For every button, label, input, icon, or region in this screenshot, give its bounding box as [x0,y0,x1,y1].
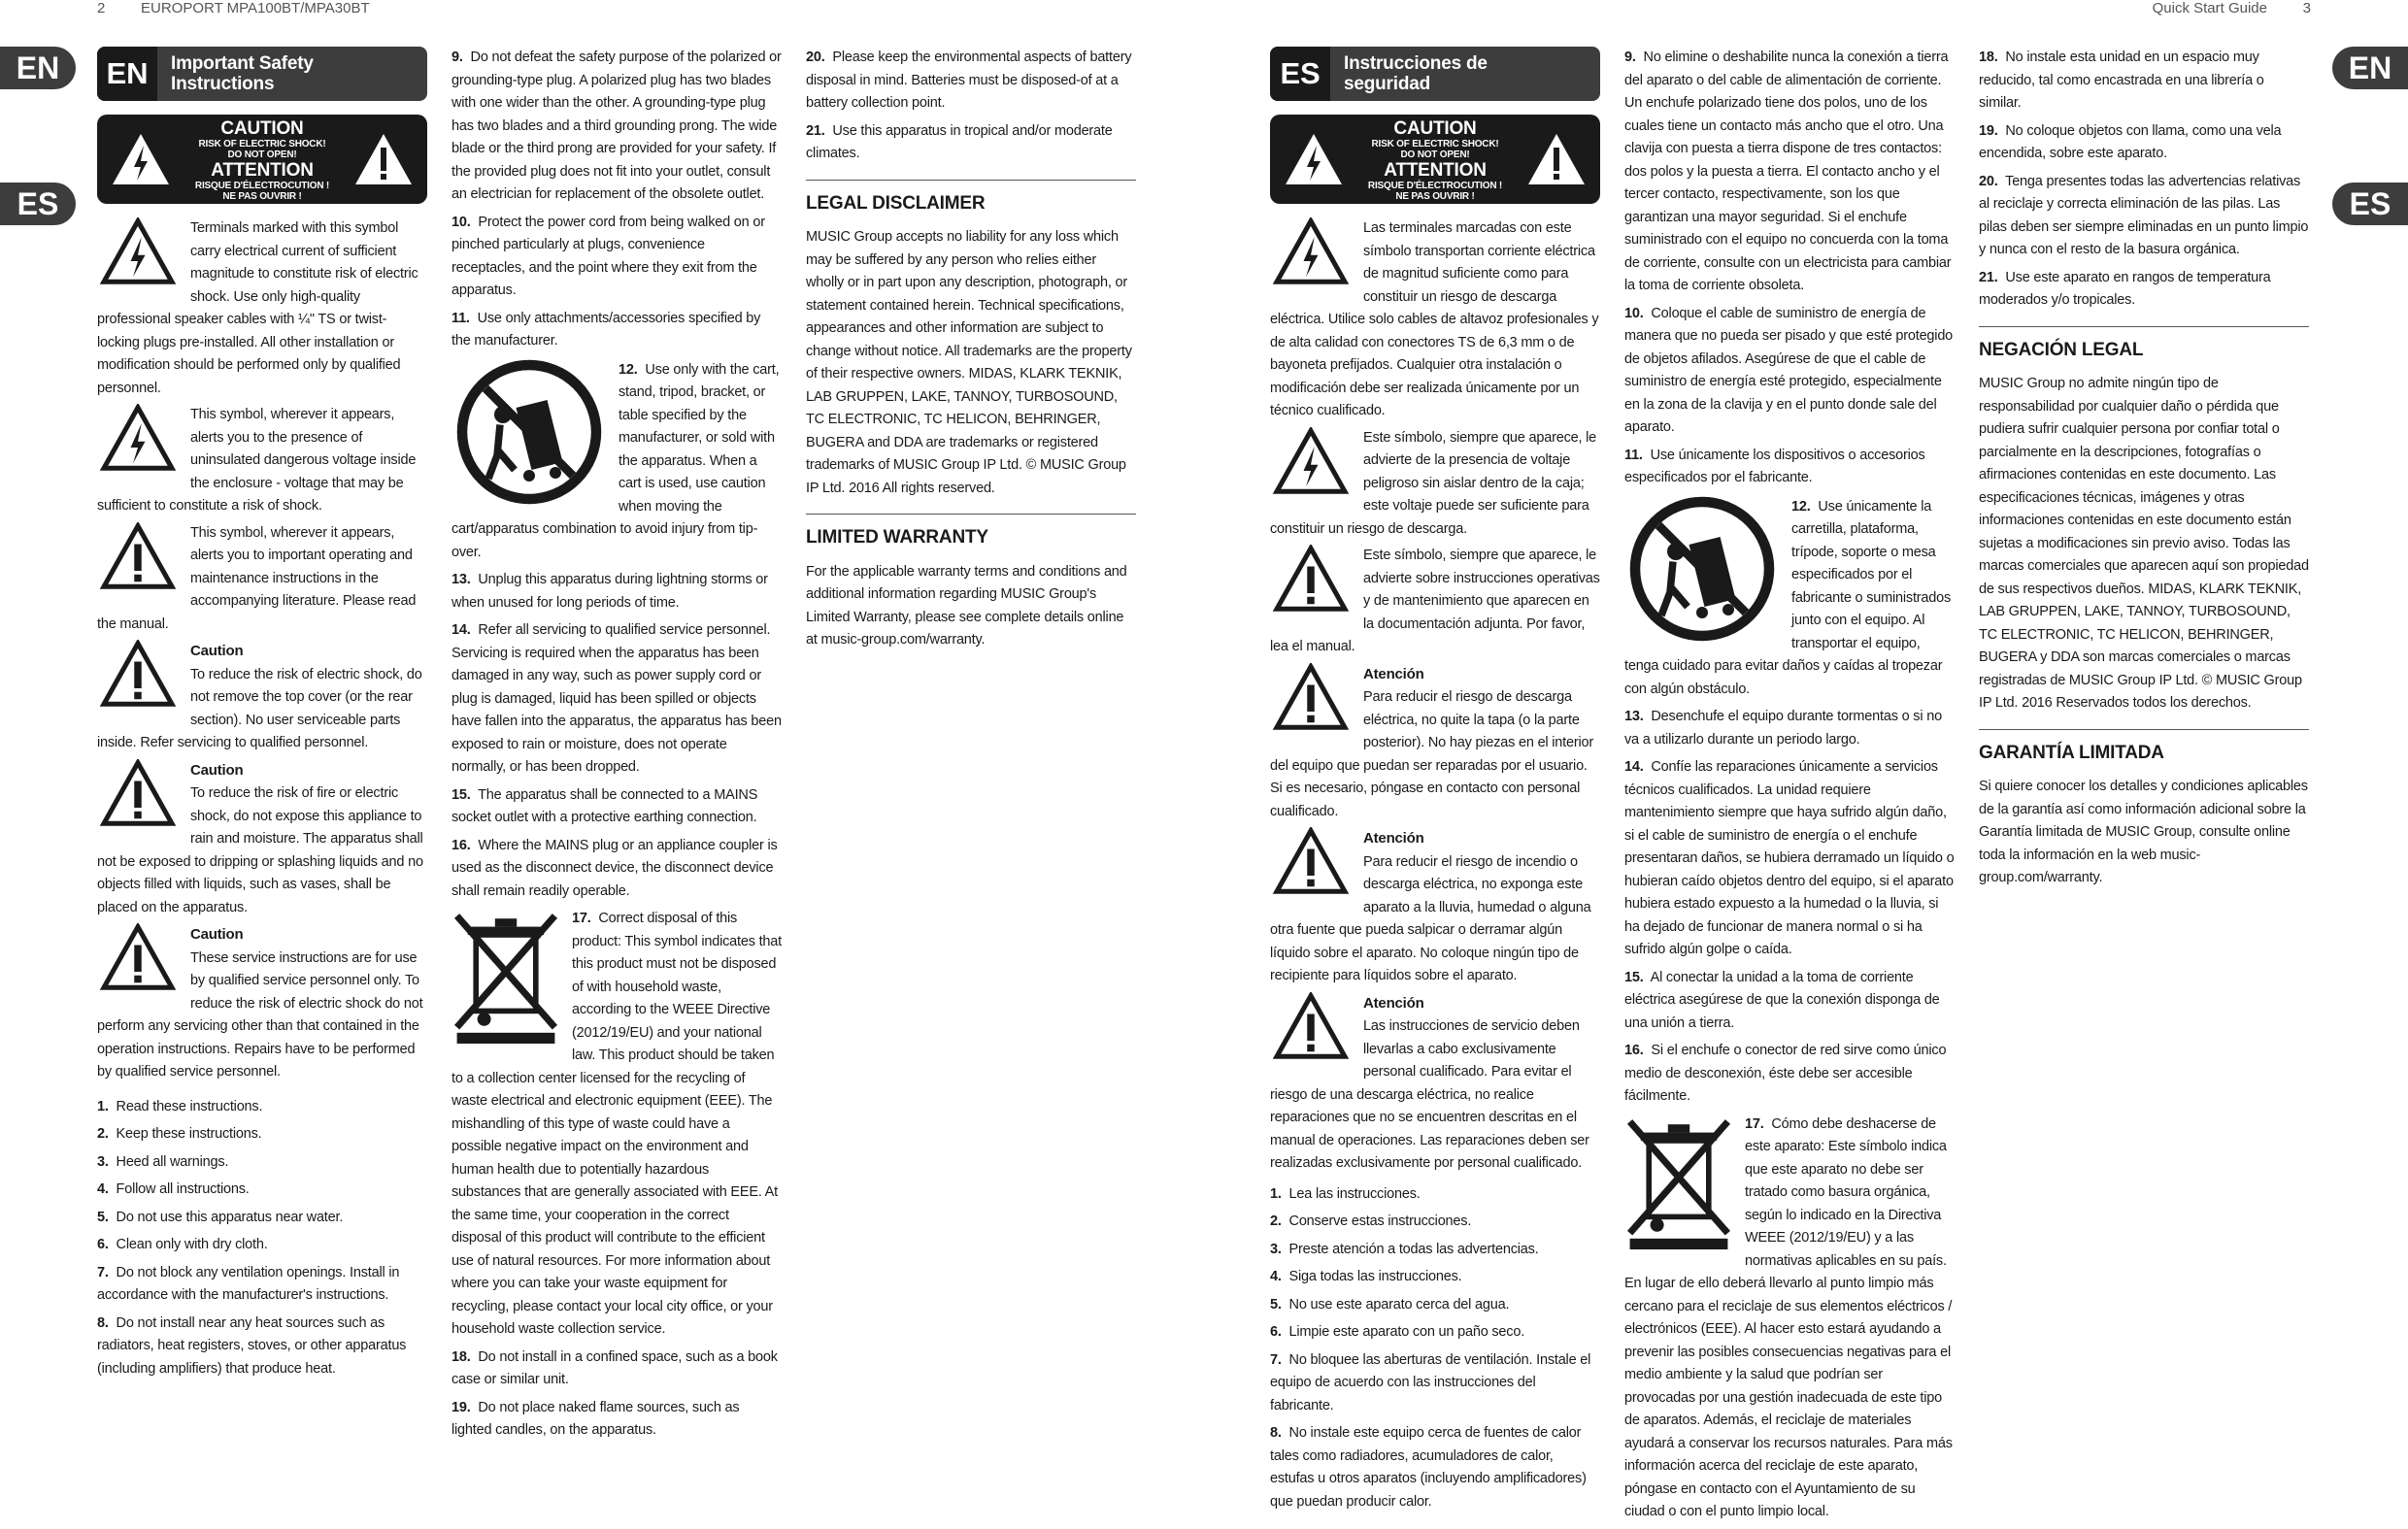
exclamation-triangle-icon [1270,992,1352,1060]
page-right [1204,0,2408,1519]
list-item: 14. Confíe las reparaciones únicamente a servicios técnicos cualificados. La unidad requiere mantenimiento siempre que haya sufrido algún daño, si el cable de suministro de energía o el enchufe presentaran daños, se hubiera derramado un líquido o hubieran caído objetos dentro del equipo, si el aparato hubiera estado expuesto a la humedad o la lluvia, si ha dejado de funcionar de manera normal o si ha sufrido algún golpe o caída. [1624,759,1955,957]
lightning-triangle-icon [1270,217,1352,285]
cart-tipover-icon [1624,496,1780,642]
list-item: 15. The apparatus shall be connected to a MAINS socket outlet with a protective earthing connection. [452,786,758,825]
weee-bin-icon [1624,1114,1733,1249]
lang-label: EN [97,47,157,101]
exclamation-triangle-icon [97,522,179,590]
es-column-2 [1624,47,1955,1529]
list-item: 16. Si el enchufe o conector de red sirve como único medio de desconexión, éste debe ser accesible fácilmente. [1624,1043,1947,1104]
running-title: EUROPORT MPA100BT/MPA30BT [141,0,370,17]
attention-label: ATTENTION [211,160,314,181]
caution-sub-1: RISK OF ELECTRIC SHOCK! [198,139,326,150]
list-item: 17. Correct disposal of this product: This symbol indicates that this product must not be disposed of with household waste, according to the WEEE Directive (2012/19/EU) and your national law. This product should be taken to a collection center licensed for the recycling of waste electrical and electronic equipment (EEE). The mishandling of this type of waste could have a possible negative impact on the environment and human health due to potentially hazardous substances that are generally associated with EEE. At the same time, your cooperation in the correct disposal of this product will contribute to the efficient use of natural resources. For more information about where you can take your waste equipment for recycling, please contact your local city office, or your household waste collection service. [452,908,782,1342]
list-item: 16. Where the MAINS plug or an appliance coupler is used as the disconnect device, the disconnect device shall remain readily operable. [452,837,778,899]
symbol-paragraph: This symbol, wherever it appears, alerts you to important operating and maintenance instructions in the accompanying literature. Please read the manual. [97,522,427,637]
exclamation-triangle-icon [1270,545,1352,613]
side-tab-en[interactable]: EN [0,47,76,89]
list-item: 13. Unplug this apparatus during lightning storms or when unused for long periods of time. [452,572,768,611]
symbol-paragraph: This symbol, wherever it appears, alerts you to the presence of uninsulated dangerous voltage inside the enclosure - voltage that may be sufficient to constitute a risk of shock. [97,404,427,518]
caution-paragraph: Caution To reduce the risk of fire or electric shock, do not expose this appliance to rain and moisture. The apparatus shall not be exposed to dripping or splashing liquids and no objects filled with liquids, such as vases, shall be placed on the apparatus. [97,759,427,920]
list-item: 20. Tenga presentes todas las advertencias relativas al reciclaje y correcta eliminación de las pilas. Las pilas deben ser siempre eliminadas en un punto limpio y nunca con el resto de la basura orgánica. [1979,173,2309,257]
lightning-triangle-icon [111,132,171,186]
lightning-triangle-icon [97,404,179,472]
limited-warranty-heading: GARANTÍA LIMITADA [1979,729,2309,765]
cart-tipover-icon [452,359,607,505]
symbol-paragraph: Terminals marked with this symbol carry electrical current of sufficient magnitude to constitute risk of electric shock. Use only high-quality professional speaker cables with ¼" TS or twist-locking plugs pre-installed. All other installation or modification should be performed only by qualified personnel. [97,217,427,400]
page-left [0,0,1204,1477]
list-item: 10. Protect the power cord from being walked on or pinched particularly at plugs, convenience receptacles, and the point where they exit from the apparatus. [452,214,765,298]
list-item: 9. No elimine o deshabilite nunca la conexión a tierra del aparato o del cable de alimentación de corriente. Un enchufe polarizado tiene dos polos, uno de los cuales tiene un contacto más ancho que el otro. Una clavija con puesta a tierra dispone de tres contactos: dos polos y la puesta a tierra. El contacto ancho y el tercer contacto, respectivamente, son los que garantizan una mayor seguridad. Si el enchufe suministrado con el equipo no concuerda con la toma de corriente, consulte con un electricista para cambiar la toma de corriente obsoleta. [1624,50,1952,293]
legal-disclaimer-text: MUSIC Group accepts no liability for any loss which may be suffered by any person who relies either wholly or in part upon any description, photograph, or statement contained herein. Technical specifications, appearances and other information are subject to change without notice. All trademarks are the property of their respective owners. MIDAS, KLARK TEKNIK, LAB GRUPPEN, LAKE, TANNOY, TURBOSOUND, TC ELECTRONIC, TC HELICON, BEHRINGER, BUGERA and DDA are trademarks or registered trademarks of MUSIC Group IP Ltd. © MUSIC Group IP Ltd. 2016 All rights reserved. [806,229,1132,496]
running-title: Quick Start Guide [2152,0,2267,17]
page-number: 3 [2302,0,2311,17]
list-item: 18. Do not install in a confined space, such as a book case or similar unit. [452,1348,778,1387]
caution-paragraph: Atención Las instrucciones de servicio deben llevarlas a cabo exclusivamente personal cualificado. Para evitar el riesgo de una descarga eléctrica, no realice reparaciones que no se encuentren descritas en el manual de operaciones. Las reparaciones deben ser realizadas exclusivamente por personal cualificado. [1270,992,1600,1176]
lang-label: ES [1270,47,1330,101]
en-column-2 [452,47,782,1447]
exclamation-triangle-icon [97,640,179,708]
lightning-triangle-icon [97,217,179,285]
list-item: 13. Desenchufe el equipo durante tormentas o si no va a utilizarlo durante un periodo largo. [1624,709,1942,748]
lightning-triangle-icon [1284,132,1344,186]
symbol-paragraph: Este símbolo, siempre que aparece, le advierte sobre instrucciones operativas y de mantenimiento que aparecen en la documentación adjunta. Por favor, lea el manual. [1270,545,1600,659]
caution-paragraph: Atención Para reducir el riesgo de descarga eléctrica, no quite la tapa (o la parte posterior). No hay piezas en el interior del equipo que puedan ser reparadas por el usuario. Si es necesario, póngase en contacto con personal cualificado. [1270,663,1600,824]
list-item: 20. Please keep the environmental aspects of battery disposal in mind. Batteries must be disposed-of at a battery collection point. [806,50,1132,111]
list-item: 1. Read these instructions. [97,1098,263,1114]
caution-sub-2: DO NOT OPEN! [227,150,297,160]
list-item: 3. Preste atención a todas las advertencias. [1270,1241,1539,1257]
list-item: 15. Al conectar la unidad a la toma de corriente eléctrica asegúrese de que la conexión disponga de una unión a tierra. [1624,969,1940,1031]
es-column-3 [1979,47,2309,894]
symbol-paragraph: Las terminales marcadas con este símbolo transportan corriente eléctrica de magnitud suficiente como para constituir un riesgo de descarga eléctrica. Utilice solo cables de altavoz profesionales y de alta calidad con conectores TS de 6,3 mm o de bayoneta prefijados. Cualquier otra instalación o modificación debe ser realizada únicamente por un técnico cualificado. [1270,217,1600,423]
exclamation-triangle-icon [1526,132,1587,186]
list-item: 1. Lea las instrucciones. [1270,1185,1421,1202]
caution-paragraph: Caution To reduce the risk of electric shock, do not remove the top cover (or the rear section). No user serviceable parts inside. Refer servicing to qualified personnel. [97,640,427,755]
caution-paragraph: Caution These service instructions are for use by qualified service personnel only. To reduce the risk of electric shock do not perform any servicing other than that contained in the operation instructions. Repairs have to be performed by qualified service personnel. [97,923,427,1084]
exclamation-triangle-icon [97,759,179,827]
caution-box [1270,115,1600,204]
list-item: 2. Keep these instructions. [97,1126,262,1142]
attention-label: ATTENTION [1384,160,1487,181]
section-heading [97,47,427,101]
limited-warranty-text: For the applicable warranty terms and conditions and additional information regarding MUSIC Group's Limited Warranty, please see complete details online at music-group.com/warranty. [806,563,1127,648]
heading-line-2: Instructions [171,74,275,94]
list-item: 19. Do not place naked flame sources, such as lighted candles, on the apparatus. [452,1399,740,1438]
caution-sub-1: RISK OF ELECTRIC SHOCK! [1371,139,1499,150]
caution-box [97,115,427,204]
exclamation-triangle-icon [1270,827,1352,895]
list-item: 3. Heed all warnings. [97,1153,229,1170]
list-item: 11. Use únicamente los dispositivos o accesorios especificados por el fabricante. [1624,447,1925,485]
list-item: 5. No use este aparato cerca del agua. [1270,1296,1510,1313]
list-item: 10. Coloque el cable de suministro de energía de manera que no pueda ser pisado y que esté protegido de objetos afilados. Asegúrese de que el cable de suministro de energía esté protegido, especialmente en la zona de la clavija y en el punto donde sale del aparato. [1624,305,1954,435]
list-item: 18. No instale esta unidad en un espacio muy reducido, tal como encastrada en una librería o similar. [1979,50,2264,111]
attention-sub-1: RISQUE D'ÉLECTROCUTION ! [194,181,330,191]
symbol-paragraph: Este símbolo, siempre que aparece, le advierte de la presencia de voltaje peligroso sin aislar dentro de la caja; este voltaje puede ser suficiente para constituir un riesgo de descarga. [1270,427,1600,542]
list-item: 4. Follow all instructions. [97,1181,250,1197]
side-tab-es[interactable]: ES [2332,183,2408,225]
list-item: 2. Conserve estas instrucciones. [1270,1213,1472,1229]
list-item: 17. Cómo debe deshacerse de este aparato: Este símbolo indica que este aparato no debe ser tratado como basura orgánica, según lo indicado en la Directiva WEEE (2012/19/EU) y a las normativas aplicables en su país. En lugar de ello deberá llevarlo al punto limpio más cercano para el reciclaje de sus elementos eléctricos / electrónicos (EEE). Al hacer esto estará ayudando a prevenir las posibles consecuencias negativas para el medio ambiente y la salud que podrían ser provocadas por una gestión inadecuada de este tipo de aparatos. Además, el reciclaje de materiales ayudará a conservar los recursos naturales. Para más información acerca del reciclaje de este aparato, póngase en contacto con el Ayuntamiento de su ciudad o con el punto limpio local. [1624,1114,1955,1524]
list-item: 12. Use únicamente la carretilla, plataforma, trípode, soporte o mesa especificados por el fabricante o suministrados junto con el equipo. Al transportar el equipo, tenga cuidado para evitar daños y caídas al tropezar con algún obstáculo. [1624,496,1955,702]
side-tab-en[interactable]: EN [2332,47,2408,89]
list-item: 7. Do not block any ventilation openings. Install in accordance with the manufacturer's instructions. [97,1264,400,1303]
lightning-triangle-icon [1270,427,1352,495]
attention-sub-2: NE PAS OUVRIR ! [1395,191,1475,202]
list-item: 6. Clean only with dry cloth. [97,1237,268,1252]
exclamation-triangle-icon [97,923,179,991]
list-item: 6. Limpie este aparato con un paño seco. [1270,1324,1525,1340]
exclamation-triangle-icon [1270,663,1352,731]
limited-warranty-heading: LIMITED WARRANTY [806,514,1136,549]
exclamation-triangle-icon [353,132,414,186]
legal-disclaimer-text: MUSIC Group no admite ningún tipo de responsabilidad por cualquier daño o pérdida que pudiera sufrir cualquier persona por confiar total o parcialmente en la descripciones, fotografías o afirmaciones contenidas en este documento. Las especificaciones técnicas, imágenes y otras informaciones contenidas en este documento están sujetas a modificaciones sin previo aviso. Todas las marcas comerciales que aparecen aquí son propiedad de sus respectivos dueños. MIDAS, KLARK TEKNIK, LAB GRUPPEN, LAKE, TANNOY, TURBOSOUND, TC ELECTRONIC, TC HELICON, BEHRINGER, BUGERA y DDA son marcas comerciales o marcas registradas de MUSIC Group IP Ltd. © MUSIC Group IP Ltd. 2016 Reservados todos los derechos. [1979,376,2309,711]
heading-line-1: Important Safety [171,53,314,74]
list-item: 4. Siga todas las instrucciones. [1270,1269,1462,1284]
en-column-3 [806,47,1136,656]
caution-sub-2: DO NOT OPEN! [1400,150,1470,160]
section-heading [1270,47,1600,101]
legal-disclaimer-heading: LEGAL DISCLAIMER [806,180,1136,216]
list-item: 8. No instale este equipo cerca de fuentes de calor tales como radiadores, acumuladores de calor, estufas u otros aparatos (incluyendo amplificadores) que puedan producir calor. [1270,1425,1587,1510]
list-item: 8. Do not install near any heat sources such as radiators, heat registers, stoves, or other apparatus (including amplifiers) that produce heat. [97,1314,407,1377]
list-item: 21. Use este aparato en rangos de temperatura moderados y/o tropicales. [1979,269,2271,308]
limited-warranty-text: Si quiere conocer los detalles y condiciones aplicables de la garantía así como información adicional sobre la Garantía limitada de MUSIC Group, consulte online toda la información en la web music-group.com/warranty. [1979,779,2308,885]
heading-line-1: Instrucciones de [1344,53,1488,74]
page-number: 2 [97,0,106,17]
side-tab-es[interactable]: ES [0,183,76,225]
list-item: 19. No coloque objetos con llama, como una vela encendida, sobre este aparato. [1979,122,2282,161]
list-item: 9. Do not defeat the safety purpose of the polarized or grounding-type plug. A polarized plug has two blades with one wider than the other. A grounding-type plug has two blades and a third grounding prong. The wide blade or the third prong are provided for your safety. If the provided plug does not fit into your outlet, consult an electrician for replacement of the obsolete outlet. [452,50,782,202]
list-item: 21. Use this apparatus in tropical and/or moderate climates. [806,122,1113,161]
es-column-1 [1270,47,1600,1518]
list-item: 11. Use only attachments/accessories specified by the manufacturer. [452,310,761,349]
heading-line-2: seguridad [1344,74,1430,94]
caution-paragraph: Atención Para reducir el riesgo de incendio o descarga eléctrica, no exponga este aparato a la lluvia, humedad o alguna otra fuente que pueda salpicar o derramar algún líquido sobre el aparato. No coloque ningún tipo de recipiente para líquidos sobre el aparato. [1270,827,1600,988]
en-column-1 [97,47,427,1385]
list-item: 14. Refer all servicing to qualified service personnel. Servicing is required when the apparatus has been damaged in any way, such as power supply cord or plug is damaged, liquid has been spilled or objects have fallen into the apparatus, the apparatus has been exposed to rain or moisture, does not operate normally, or has been dropped. [452,622,782,775]
caution-label: CAUTION [220,118,304,139]
caution-label: CAUTION [1393,118,1477,139]
attention-sub-2: NE PAS OUVRIR ! [222,191,302,202]
attention-sub-1: RISQUE D'ÉLECTROCUTION ! [1367,181,1503,191]
list-item: 5. Do not use this apparatus near water. [97,1209,344,1225]
weee-bin-icon [452,908,560,1044]
legal-disclaimer-heading: NEGACIÓN LEGAL [1979,326,2309,362]
list-item: 12. Use only with the cart, stand, tripod, bracket, or table specified by the manufacturer, or sold with the apparatus. When a cart is used, use caution when moving the cart/apparatus combination to avoid injury from tip-over. [452,359,782,565]
list-item: 7. No bloquee las aberturas de ventilación. Instale el equipo de acuerdo con las instrucciones del fabricante. [1270,1351,1591,1413]
